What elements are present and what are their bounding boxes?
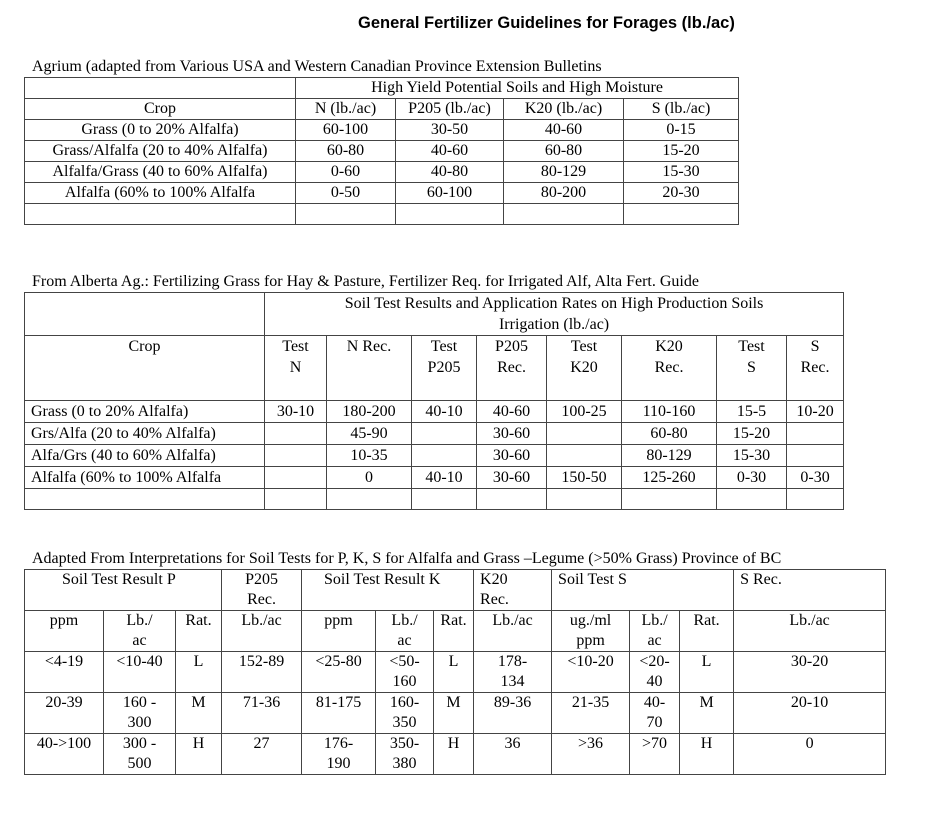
bc-soil-test-table <box>24 569 886 775</box>
table-cell: 15-30 <box>624 162 739 183</box>
table-cell: 0-60 <box>296 162 396 183</box>
table-cell <box>787 423 844 445</box>
table-cell: 10-20 <box>787 401 844 423</box>
column-header: N Rec. <box>327 336 412 401</box>
table-cell: H <box>434 734 474 775</box>
table-cell: 160 - 300 <box>104 693 176 734</box>
table-cell: 30-20 <box>734 652 886 693</box>
table-cell: Alfalfa (60% to 100% Alfalfa <box>25 183 296 204</box>
table-cell: 30-10 <box>265 401 327 423</box>
table-cell: Grass (0 to 20% Alfalfa) <box>25 120 296 141</box>
table-cell: 40-60 <box>396 141 504 162</box>
table-cell: <20- 40 <box>630 652 680 693</box>
group-header: Soil Test Result K <box>302 570 474 611</box>
table-cell: 80-129 <box>504 162 624 183</box>
forage-guidelines-table <box>24 77 739 225</box>
table-cell: 45-90 <box>327 423 412 445</box>
table-cell: Grass/Alfalfa (20 to 40% Alfalfa) <box>25 141 296 162</box>
table-cell: Grass (0 to 20% Alfalfa) <box>25 401 265 423</box>
table-cell: 71-36 <box>222 693 302 734</box>
table-cell: 0-15 <box>624 120 739 141</box>
table-cell: 40-10 <box>412 467 477 489</box>
column-header: Lb./ac <box>734 611 886 652</box>
table-cell: 60-100 <box>296 120 396 141</box>
table-cell: 20-10 <box>734 693 886 734</box>
table-cell: M <box>434 693 474 734</box>
table-cell: <4-19 <box>25 652 104 693</box>
table-cell: 180-200 <box>327 401 412 423</box>
table-cell: 0 <box>327 467 412 489</box>
table-cell: 80-200 <box>504 183 624 204</box>
page-title: General Fertilizer Guidelines for Forages (lb./ac) <box>358 14 735 32</box>
table-cell: M <box>680 693 734 734</box>
table-cell <box>547 423 622 445</box>
table-cell <box>787 445 844 467</box>
column-header: Test P205 <box>412 336 477 401</box>
column-header: Rat. <box>680 611 734 652</box>
table-cell: 15-20 <box>624 141 739 162</box>
table-cell: 15-20 <box>717 423 787 445</box>
column-header: P205 (lb./ac) <box>396 99 504 120</box>
table-cell <box>265 445 327 467</box>
table-row <box>25 423 844 445</box>
column-header: Test S <box>717 336 787 401</box>
column-header: Lb./ac <box>474 611 552 652</box>
column-header: Rat. <box>434 611 474 652</box>
table-row <box>25 120 739 141</box>
table-cell: 81-175 <box>302 693 376 734</box>
table-cell: 178- 134 <box>474 652 552 693</box>
table-cell: 152-89 <box>222 652 302 693</box>
table-cell: 80-129 <box>622 445 717 467</box>
column-header: Lb./ac <box>222 611 302 652</box>
column-header: N (lb./ac) <box>296 99 396 120</box>
table-cell: 60-80 <box>296 141 396 162</box>
table-cell: M <box>176 693 222 734</box>
table-cell: Alfalfa/Grass (40 to 60% Alfalfa) <box>25 162 296 183</box>
table-cell <box>547 445 622 467</box>
table-cell: H <box>680 734 734 775</box>
table-cell: 89-36 <box>474 693 552 734</box>
table-cell: >70 <box>630 734 680 775</box>
column-header: Crop <box>25 99 296 120</box>
table-row <box>25 467 844 489</box>
table-cell: 40-60 <box>477 401 547 423</box>
table-cell: 15-5 <box>717 401 787 423</box>
table-header-row <box>25 336 844 401</box>
table-group-header-row <box>25 570 886 611</box>
table-cell: 27 <box>222 734 302 775</box>
group-header: S Rec. <box>734 570 886 611</box>
table-cell: 0 <box>734 734 886 775</box>
column-header: K20 (lb./ac) <box>504 99 624 120</box>
table-row <box>25 183 739 204</box>
table1-caption: Agrium (adapted from Various USA and Western Canadian Province Extension Bulletins <box>32 58 602 75</box>
table-cell: 125-260 <box>622 467 717 489</box>
table-cell <box>265 467 327 489</box>
table-cell: <10-40 <box>104 652 176 693</box>
column-header: Test K20 <box>547 336 622 401</box>
table-cell: 40- 70 <box>630 693 680 734</box>
table-cell: <25-80 <box>302 652 376 693</box>
table-row <box>25 162 739 183</box>
table-cell: 60-80 <box>504 141 624 162</box>
table-cell: H <box>176 734 222 775</box>
table-cell: 30-60 <box>477 467 547 489</box>
table-cell: 160- 350 <box>376 693 434 734</box>
table-cell: Grs/Alfa (20 to 40% Alfalfa) <box>25 423 265 445</box>
group-header: P205 Rec. <box>222 570 302 611</box>
table-cell: 150-50 <box>547 467 622 489</box>
column-header: ppm <box>25 611 104 652</box>
table-cell: Alfalfa (60% to 100% Alfalfa <box>25 467 265 489</box>
table-cell: 40-10 <box>412 401 477 423</box>
table-cell: >36 <box>552 734 630 775</box>
empty-row <box>25 204 739 225</box>
table-cell: 30-50 <box>396 120 504 141</box>
column-header: ppm <box>302 611 376 652</box>
column-header: Test N <box>265 336 327 401</box>
table-row <box>25 401 844 423</box>
table-header-row <box>25 611 886 652</box>
table-cell: 0-30 <box>717 467 787 489</box>
column-header: P205 Rec. <box>477 336 547 401</box>
table-cell <box>412 423 477 445</box>
table-cell: 30-60 <box>477 445 547 467</box>
table-row <box>25 734 886 775</box>
table-cell: 40-60 <box>504 120 624 141</box>
table-cell: L <box>176 652 222 693</box>
group-header: Soil Test Result P <box>25 570 222 611</box>
table-cell: 40->100 <box>25 734 104 775</box>
table-cell: 20-30 <box>624 183 739 204</box>
table-cell: 100-25 <box>547 401 622 423</box>
group-header <box>265 293 844 336</box>
table-cell: 176- 190 <box>302 734 376 775</box>
table-cell: 0-30 <box>787 467 844 489</box>
group-header-line: Soil Test Results and Application Rates on High Production Soils <box>344 295 764 312</box>
table2-caption: From Alberta Ag.: Fertilizing Grass for Hay & Pasture, Fertilizer Req. for Irrigated Alf, Alta Fert. Guide <box>32 273 699 290</box>
column-header: Lb./ ac <box>376 611 434 652</box>
table-cell: 40-80 <box>396 162 504 183</box>
table-cell: 15-30 <box>717 445 787 467</box>
table-cell: <50- 160 <box>376 652 434 693</box>
table-row <box>25 445 844 467</box>
table-cell: 60-80 <box>622 423 717 445</box>
column-header: Rat. <box>176 611 222 652</box>
table-cell: 21-35 <box>552 693 630 734</box>
column-header: K20 Rec. <box>622 336 717 401</box>
column-header: Lb./ ac <box>104 611 176 652</box>
table-cell: L <box>434 652 474 693</box>
table-row <box>25 141 739 162</box>
column-header: S (lb./ac) <box>624 99 739 120</box>
table-cell: Alfa/Grs (40 to 60% Alfalfa) <box>25 445 265 467</box>
alberta-fertilizer-table <box>24 292 844 510</box>
column-header: ug./ml ppm <box>552 611 630 652</box>
table-header-row <box>25 99 739 120</box>
table-cell: <10-20 <box>552 652 630 693</box>
column-header: Lb./ ac <box>630 611 680 652</box>
table3-caption: Adapted From Interpretations for Soil Tests for P, K, S for Alfalfa and Grass –Legume (>50% Grass) Province of BC <box>32 550 782 567</box>
table-cell: L <box>680 652 734 693</box>
group-header-line: Irrigation (lb./ac) <box>498 316 610 333</box>
table-cell: 0-50 <box>296 183 396 204</box>
group-header: K20 Rec. <box>474 570 552 611</box>
table-cell: 36 <box>474 734 552 775</box>
table-row <box>25 693 886 734</box>
table-cell: 110-160 <box>622 401 717 423</box>
table-cell: 20-39 <box>25 693 104 734</box>
empty-row <box>25 489 844 510</box>
table-cell: 350- 380 <box>376 734 434 775</box>
group-header: High Yield Potential Soils and High Moisture <box>296 78 739 99</box>
table-row <box>25 652 886 693</box>
table-cell <box>265 423 327 445</box>
table-cell: 60-100 <box>396 183 504 204</box>
column-header: Crop <box>25 336 265 401</box>
table-cell: 10-35 <box>327 445 412 467</box>
table-cell: 300 - 500 <box>104 734 176 775</box>
table-cell <box>412 445 477 467</box>
table-cell: 30-60 <box>477 423 547 445</box>
column-header: S Rec. <box>787 336 844 401</box>
group-header: Soil Test S <box>552 570 734 611</box>
